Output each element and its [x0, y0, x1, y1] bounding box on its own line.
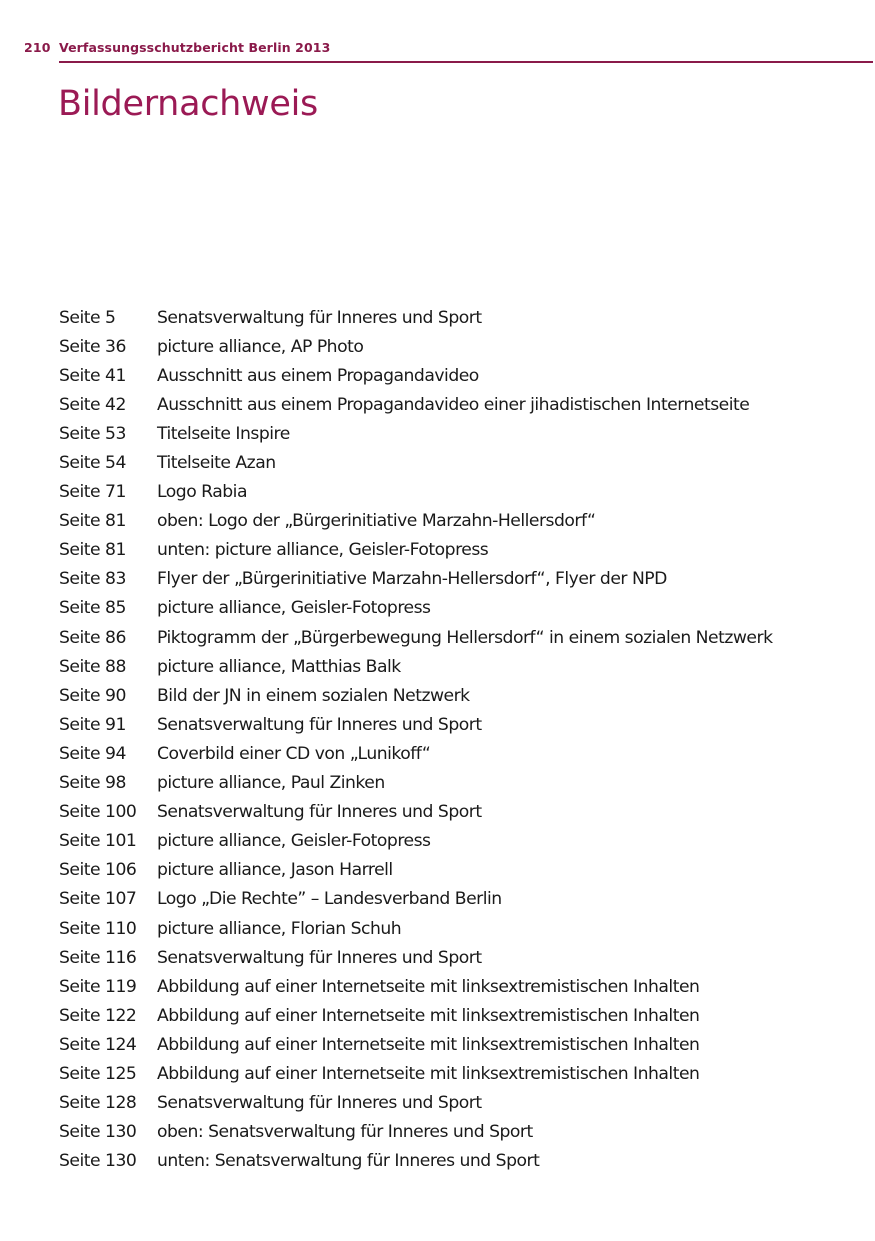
- credit-page-ref: Seite 81: [59, 540, 126, 561]
- credit-page-ref: Seite 54: [59, 453, 126, 474]
- credit-source: Ausschnitt aus einem Propagandavideo einer jihadistischen Internetseite: [157, 394, 750, 415]
- credit-page-ref: Seite 101: [59, 831, 137, 852]
- credit-source: Titelseite Inspire: [157, 423, 290, 444]
- credit-source: Abbildung auf einer Internetseite mit linksextremistischen Inhalten: [157, 976, 700, 997]
- credit-source: Piktogramm der „Bürgerbewegung Hellersdorf“ in einem sozialen Netzwerk: [157, 627, 773, 648]
- credit-source: oben: Senatsverwaltung für Inneres und Sport: [157, 1122, 533, 1143]
- credit-row: [59, 1089, 859, 1118]
- credit-source: unten: Senatsverwaltung für Inneres und Sport: [157, 1151, 540, 1172]
- credit-page-ref: Seite 125: [59, 1063, 137, 1084]
- running-title: Verfassungsschutzbericht Berlin 2013: [59, 40, 331, 55]
- credit-row: [59, 943, 859, 972]
- credit-source: Logo „Die Rechte” – Landesverband Berlin: [157, 889, 502, 910]
- credit-row: [59, 885, 859, 914]
- credit-source: Abbildung auf einer Internetseite mit linksextremistischen Inhalten: [157, 1063, 700, 1084]
- credit-page-ref: Seite 130: [59, 1122, 137, 1143]
- credit-row: [59, 1001, 859, 1030]
- credit-row: [59, 303, 859, 332]
- credit-page-ref: Seite 94: [59, 743, 126, 764]
- credit-page-ref: Seite 119: [59, 976, 137, 997]
- credit-page-ref: Seite 83: [59, 569, 126, 590]
- credit-row: [59, 594, 859, 623]
- credit-page-ref: Seite 107: [59, 889, 137, 910]
- credit-page-ref: Seite 36: [59, 336, 126, 357]
- page-number: 210: [24, 40, 51, 55]
- credit-row: [59, 652, 859, 681]
- credit-page-ref: Seite 106: [59, 860, 137, 881]
- credit-row: [59, 448, 859, 477]
- credit-row: [59, 972, 859, 1001]
- credit-page-ref: Seite 88: [59, 656, 126, 677]
- credit-row: [59, 1030, 859, 1059]
- page-title: Bildernachweis: [58, 84, 318, 124]
- credit-row: [59, 507, 859, 536]
- credit-source: picture alliance, Matthias Balk: [157, 656, 401, 677]
- credit-row: [59, 1147, 859, 1176]
- credit-row: [59, 1118, 859, 1147]
- credit-row: [59, 856, 859, 885]
- credit-source: oben: Logo der „Bürgerinitiative Marzahn-Hellersdorf“: [157, 511, 596, 532]
- header-rule: [59, 61, 873, 63]
- credit-source: unten: picture alliance, Geisler-Fotopress: [157, 540, 489, 561]
- credit-row: [59, 623, 859, 652]
- credit-source: Bild der JN in einem sozialen Netzwerk: [157, 685, 470, 706]
- credit-source: Coverbild einer CD von „Lunikoff“: [157, 743, 431, 764]
- credit-row: [59, 827, 859, 856]
- credit-row: [59, 419, 859, 448]
- credit-page-ref: Seite 71: [59, 482, 126, 503]
- credit-source: Senatsverwaltung für Inneres und Sport: [157, 947, 482, 968]
- credit-page-ref: Seite 124: [59, 1034, 137, 1055]
- credit-page-ref: Seite 42: [59, 394, 126, 415]
- credit-source: picture alliance, Geisler-Fotopress: [157, 831, 431, 852]
- credit-page-ref: Seite 128: [59, 1093, 137, 1114]
- credit-source: Senatsverwaltung für Inneres und Sport: [157, 1093, 482, 1114]
- credit-page-ref: Seite 5: [59, 307, 116, 328]
- credit-row: [59, 710, 859, 739]
- credit-source: Titelseite Azan: [157, 453, 276, 474]
- credit-row: [59, 681, 859, 710]
- credit-source: Senatsverwaltung für Inneres und Sport: [157, 307, 482, 328]
- credit-row: [59, 390, 859, 419]
- credit-page-ref: Seite 85: [59, 598, 126, 619]
- credit-row: [59, 914, 859, 943]
- credit-source: picture alliance, Jason Harrell: [157, 860, 393, 881]
- credit-source: picture alliance, Florian Schuh: [157, 918, 402, 939]
- credit-source: picture alliance, Paul Zinken: [157, 773, 385, 794]
- credit-source: Abbildung auf einer Internetseite mit linksextremistischen Inhalten: [157, 1005, 700, 1026]
- credit-row: [59, 332, 859, 361]
- credit-source: Senatsverwaltung für Inneres und Sport: [157, 802, 482, 823]
- credits-list: [59, 303, 859, 1176]
- credit-source: Logo Rabia: [157, 482, 247, 503]
- credit-page-ref: Seite 116: [59, 947, 137, 968]
- credit-page-ref: Seite 98: [59, 773, 126, 794]
- credit-row: [59, 739, 859, 768]
- credit-row: [59, 1059, 859, 1088]
- credit-source: Ausschnitt aus einem Propagandavideo: [157, 365, 479, 386]
- credit-row: [59, 769, 859, 798]
- credit-row: [59, 478, 859, 507]
- credit-page-ref: Seite 90: [59, 685, 126, 706]
- credit-row: [59, 536, 859, 565]
- credit-row: [59, 565, 859, 594]
- credit-source: picture alliance, AP Photo: [157, 336, 364, 357]
- credit-page-ref: Seite 130: [59, 1151, 137, 1172]
- credit-source: Senatsverwaltung für Inneres und Sport: [157, 714, 482, 735]
- credit-page-ref: Seite 91: [59, 714, 126, 735]
- credit-source: Flyer der „Bürgerinitiative Marzahn-Hellersdorf“, Flyer der NPD: [157, 569, 667, 590]
- credit-row: [59, 798, 859, 827]
- credit-page-ref: Seite 53: [59, 423, 126, 444]
- credit-page-ref: Seite 110: [59, 918, 137, 939]
- credit-row: [59, 361, 859, 390]
- credit-page-ref: Seite 122: [59, 1005, 137, 1026]
- credit-page-ref: Seite 86: [59, 627, 126, 648]
- credit-source: Abbildung auf einer Internetseite mit linksextremistischen Inhalten: [157, 1034, 700, 1055]
- credit-page-ref: Seite 81: [59, 511, 126, 532]
- page-header: [0, 0, 875, 64]
- credit-page-ref: Seite 41: [59, 365, 126, 386]
- credit-source: picture alliance, Geisler-Fotopress: [157, 598, 431, 619]
- credit-page-ref: Seite 100: [59, 802, 137, 823]
